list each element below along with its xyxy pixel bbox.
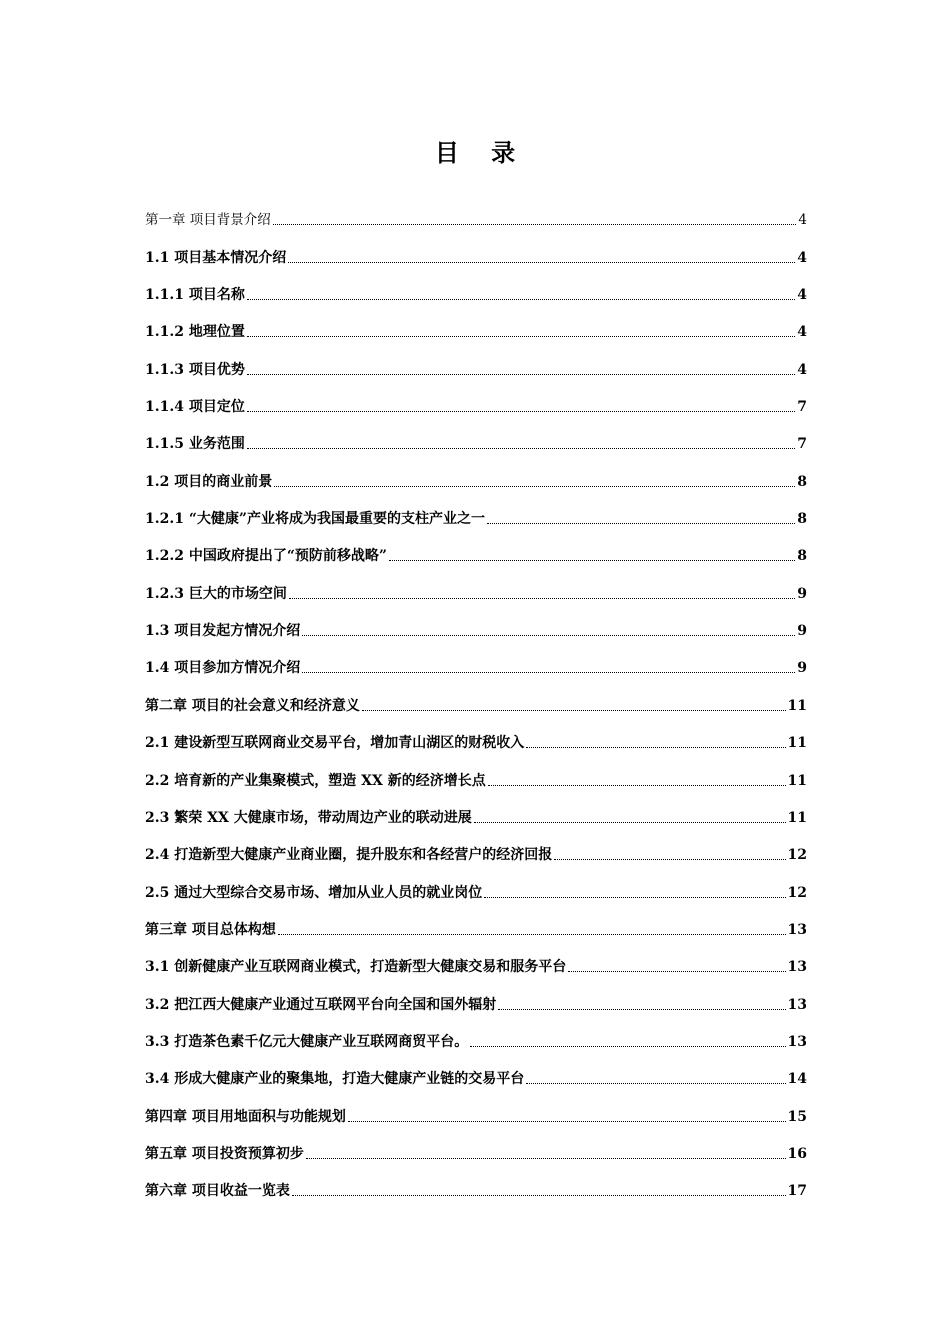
toc-entry-page-number: 13 — [787, 959, 807, 976]
toc-entry-page-number: 12 — [787, 847, 807, 864]
toc-entry-page-number: 15 — [787, 1108, 807, 1125]
toc-entry-label: 第六章 项目收益一览表 — [145, 1183, 290, 1200]
toc-entry-label: 3.1 创新健康产业互联网商业模式，打造新型大健康交易和服务平台 — [145, 959, 567, 976]
toc-dot-leader — [273, 224, 797, 225]
toc-dot-leader — [306, 1158, 786, 1159]
toc-entry-page-number: 11 — [787, 809, 807, 826]
toc-entry[interactable] — [145, 312, 807, 349]
toc-entry-page-number: 8 — [797, 548, 807, 565]
toc-entry[interactable] — [145, 1096, 807, 1133]
toc-entry[interactable] — [145, 275, 807, 312]
toc-entry-page-number: 13 — [787, 921, 807, 938]
toc-dot-leader — [247, 411, 795, 412]
toc-entry-page-number: 8 — [797, 511, 807, 528]
toc-dot-leader — [302, 672, 795, 673]
toc-dot-leader — [278, 934, 786, 935]
toc-entry-label: 第二章 项目的社会意义和经济意义 — [145, 697, 360, 714]
toc-dot-leader — [526, 747, 785, 748]
toc-entry[interactable] — [145, 1022, 807, 1059]
toc-dot-leader — [247, 299, 795, 300]
toc-entry-page-number: 17 — [787, 1183, 807, 1200]
toc-entry-page-number: 7 — [797, 399, 807, 416]
toc-entry-page-number: 4 — [797, 249, 807, 266]
toc-entry[interactable] — [145, 872, 807, 909]
toc-entry[interactable] — [145, 461, 807, 498]
toc-entry-label: 2.2 培育新的产业集聚模式，塑造 XX 新的经济增长点 — [145, 772, 486, 789]
toc-entry-label: 1.3 项目发起方情况介绍 — [145, 623, 301, 640]
toc-entry-label: 3.3 打造茶色素千亿元大健康产业互联网商贸平台。 — [145, 1033, 469, 1050]
toc-entry-page-number: 13 — [787, 996, 807, 1013]
toc-entry-page-number: 4 — [797, 324, 807, 341]
toc-entry[interactable] — [145, 611, 807, 648]
toc-entry[interactable] — [145, 685, 807, 722]
toc-entry-page-number: 4 — [797, 287, 807, 304]
toc-entry[interactable] — [145, 499, 807, 536]
toc-dot-leader — [302, 635, 795, 636]
toc-dot-leader — [568, 971, 785, 972]
page-title: 目 录 — [434, 138, 528, 167]
toc-entry[interactable] — [145, 200, 807, 237]
toc-entry-label: 1.1.5 业务范围 — [145, 436, 245, 453]
toc-entry-label: 1.2.2 中国政府提出了“预防前移战略” — [145, 548, 387, 565]
toc-entry-page-number: 9 — [797, 585, 807, 602]
toc-entry[interactable] — [145, 1059, 807, 1096]
toc-entry-label: 1.2 项目的商业前景 — [145, 473, 273, 490]
toc-entry-label: 2.4 打造新型大健康产业商业圈，提升股东和各经营户的经济回报 — [145, 847, 553, 864]
toc-dot-leader — [484, 897, 785, 898]
toc-entry-page-number: 12 — [787, 884, 807, 901]
toc-entry-label: 2.5 通过大型综合交易市场、增加从业人员的就业岗位 — [145, 884, 483, 901]
toc-entry[interactable] — [145, 947, 807, 984]
toc-dot-leader — [498, 1009, 785, 1010]
toc-entry[interactable] — [145, 424, 807, 461]
toc-entry-label: 第三章 项目总体构想 — [145, 921, 276, 938]
toc-dot-leader — [470, 1046, 785, 1047]
toc-dot-leader — [247, 374, 795, 375]
toc-dot-leader — [289, 598, 795, 599]
toc-entry[interactable] — [145, 1171, 807, 1208]
toc-entry-label: 1.2.1 “大健康”产业将成为我国最重要的支柱产业之一 — [145, 511, 485, 528]
toc-dot-leader — [288, 262, 795, 263]
toc-entry-page-number: 4 — [798, 212, 807, 229]
toc-dot-leader — [554, 859, 785, 860]
toc-entry[interactable] — [145, 237, 807, 274]
toc-entry-page-number: 9 — [797, 623, 807, 640]
toc-dot-leader — [487, 523, 795, 524]
toc-entry-page-number: 13 — [787, 1033, 807, 1050]
toc-entry-label: 2.1 建设新型互联网商业交易平台，增加青山湖区的财税收入 — [145, 735, 525, 752]
toc-entry-page-number: 7 — [797, 436, 807, 453]
toc-dot-leader — [389, 560, 795, 561]
toc-dot-leader — [488, 785, 786, 786]
toc-entry-label: 1.1.1 项目名称 — [145, 287, 245, 304]
toc-entry[interactable] — [145, 910, 807, 947]
toc-entry-label: 1.2.3 巨大的市场空间 — [145, 585, 287, 602]
toc-dot-leader — [474, 822, 786, 823]
toc-entry-label: 第四章 项目用地面积与功能规划 — [145, 1108, 346, 1125]
toc-dot-leader — [247, 336, 795, 337]
toc-entry[interactable] — [145, 1134, 807, 1171]
toc-entry-page-number: 11 — [787, 772, 807, 789]
toc-entry-label: 1.4 项目参加方情况介绍 — [145, 660, 301, 677]
toc-dot-leader — [274, 486, 795, 487]
toc-entry-page-number: 4 — [797, 361, 807, 378]
toc-dot-leader — [348, 1121, 786, 1122]
toc-entry[interactable] — [145, 723, 807, 760]
toc-entry[interactable] — [145, 760, 807, 797]
toc-entry-label: 第五章 项目投资预算初步 — [145, 1145, 304, 1162]
toc-dot-leader — [362, 710, 786, 711]
toc-entry-page-number: 14 — [787, 1071, 807, 1088]
toc-entry-label: 2.3 繁荣 XX 大健康市场，带动周边产业的联动进展 — [145, 809, 472, 826]
toc-entry-label: 1.1.4 项目定位 — [145, 399, 245, 416]
toc-entry[interactable] — [145, 984, 807, 1021]
toc-dot-leader — [526, 1083, 785, 1084]
toc-entry[interactable] — [145, 349, 807, 386]
toc-entry-page-number: 11 — [787, 735, 807, 752]
toc-dot-leader — [247, 448, 795, 449]
toc-entry[interactable] — [145, 387, 807, 424]
toc-entry-label: 1.1 项目基本情况介绍 — [145, 249, 287, 266]
toc-entry-label: 第一章 项目背景介绍 — [145, 212, 271, 229]
toc-entry[interactable] — [145, 573, 807, 610]
toc-entry[interactable] — [145, 835, 807, 872]
table-of-contents — [145, 200, 807, 1208]
toc-entry-label: 1.1.3 项目优势 — [145, 361, 245, 378]
toc-entry-page-number: 11 — [787, 697, 807, 714]
toc-entry-label: 1.1.2 地理位置 — [145, 324, 245, 341]
toc-entry[interactable] — [145, 648, 807, 685]
toc-entry-page-number: 8 — [797, 473, 807, 490]
toc-entry-label: 3.4 形成大健康产业的聚集地，打造大健康产业链的交易平台 — [145, 1071, 525, 1088]
toc-dot-leader — [292, 1195, 786, 1196]
toc-entry[interactable] — [145, 798, 807, 835]
toc-entry-label: 3.2 把江西大健康产业通过互联网平台向全国和国外辐射 — [145, 996, 497, 1013]
toc-entry[interactable] — [145, 536, 807, 573]
toc-entry-page-number: 16 — [787, 1145, 807, 1162]
toc-entry-page-number: 9 — [797, 660, 807, 677]
